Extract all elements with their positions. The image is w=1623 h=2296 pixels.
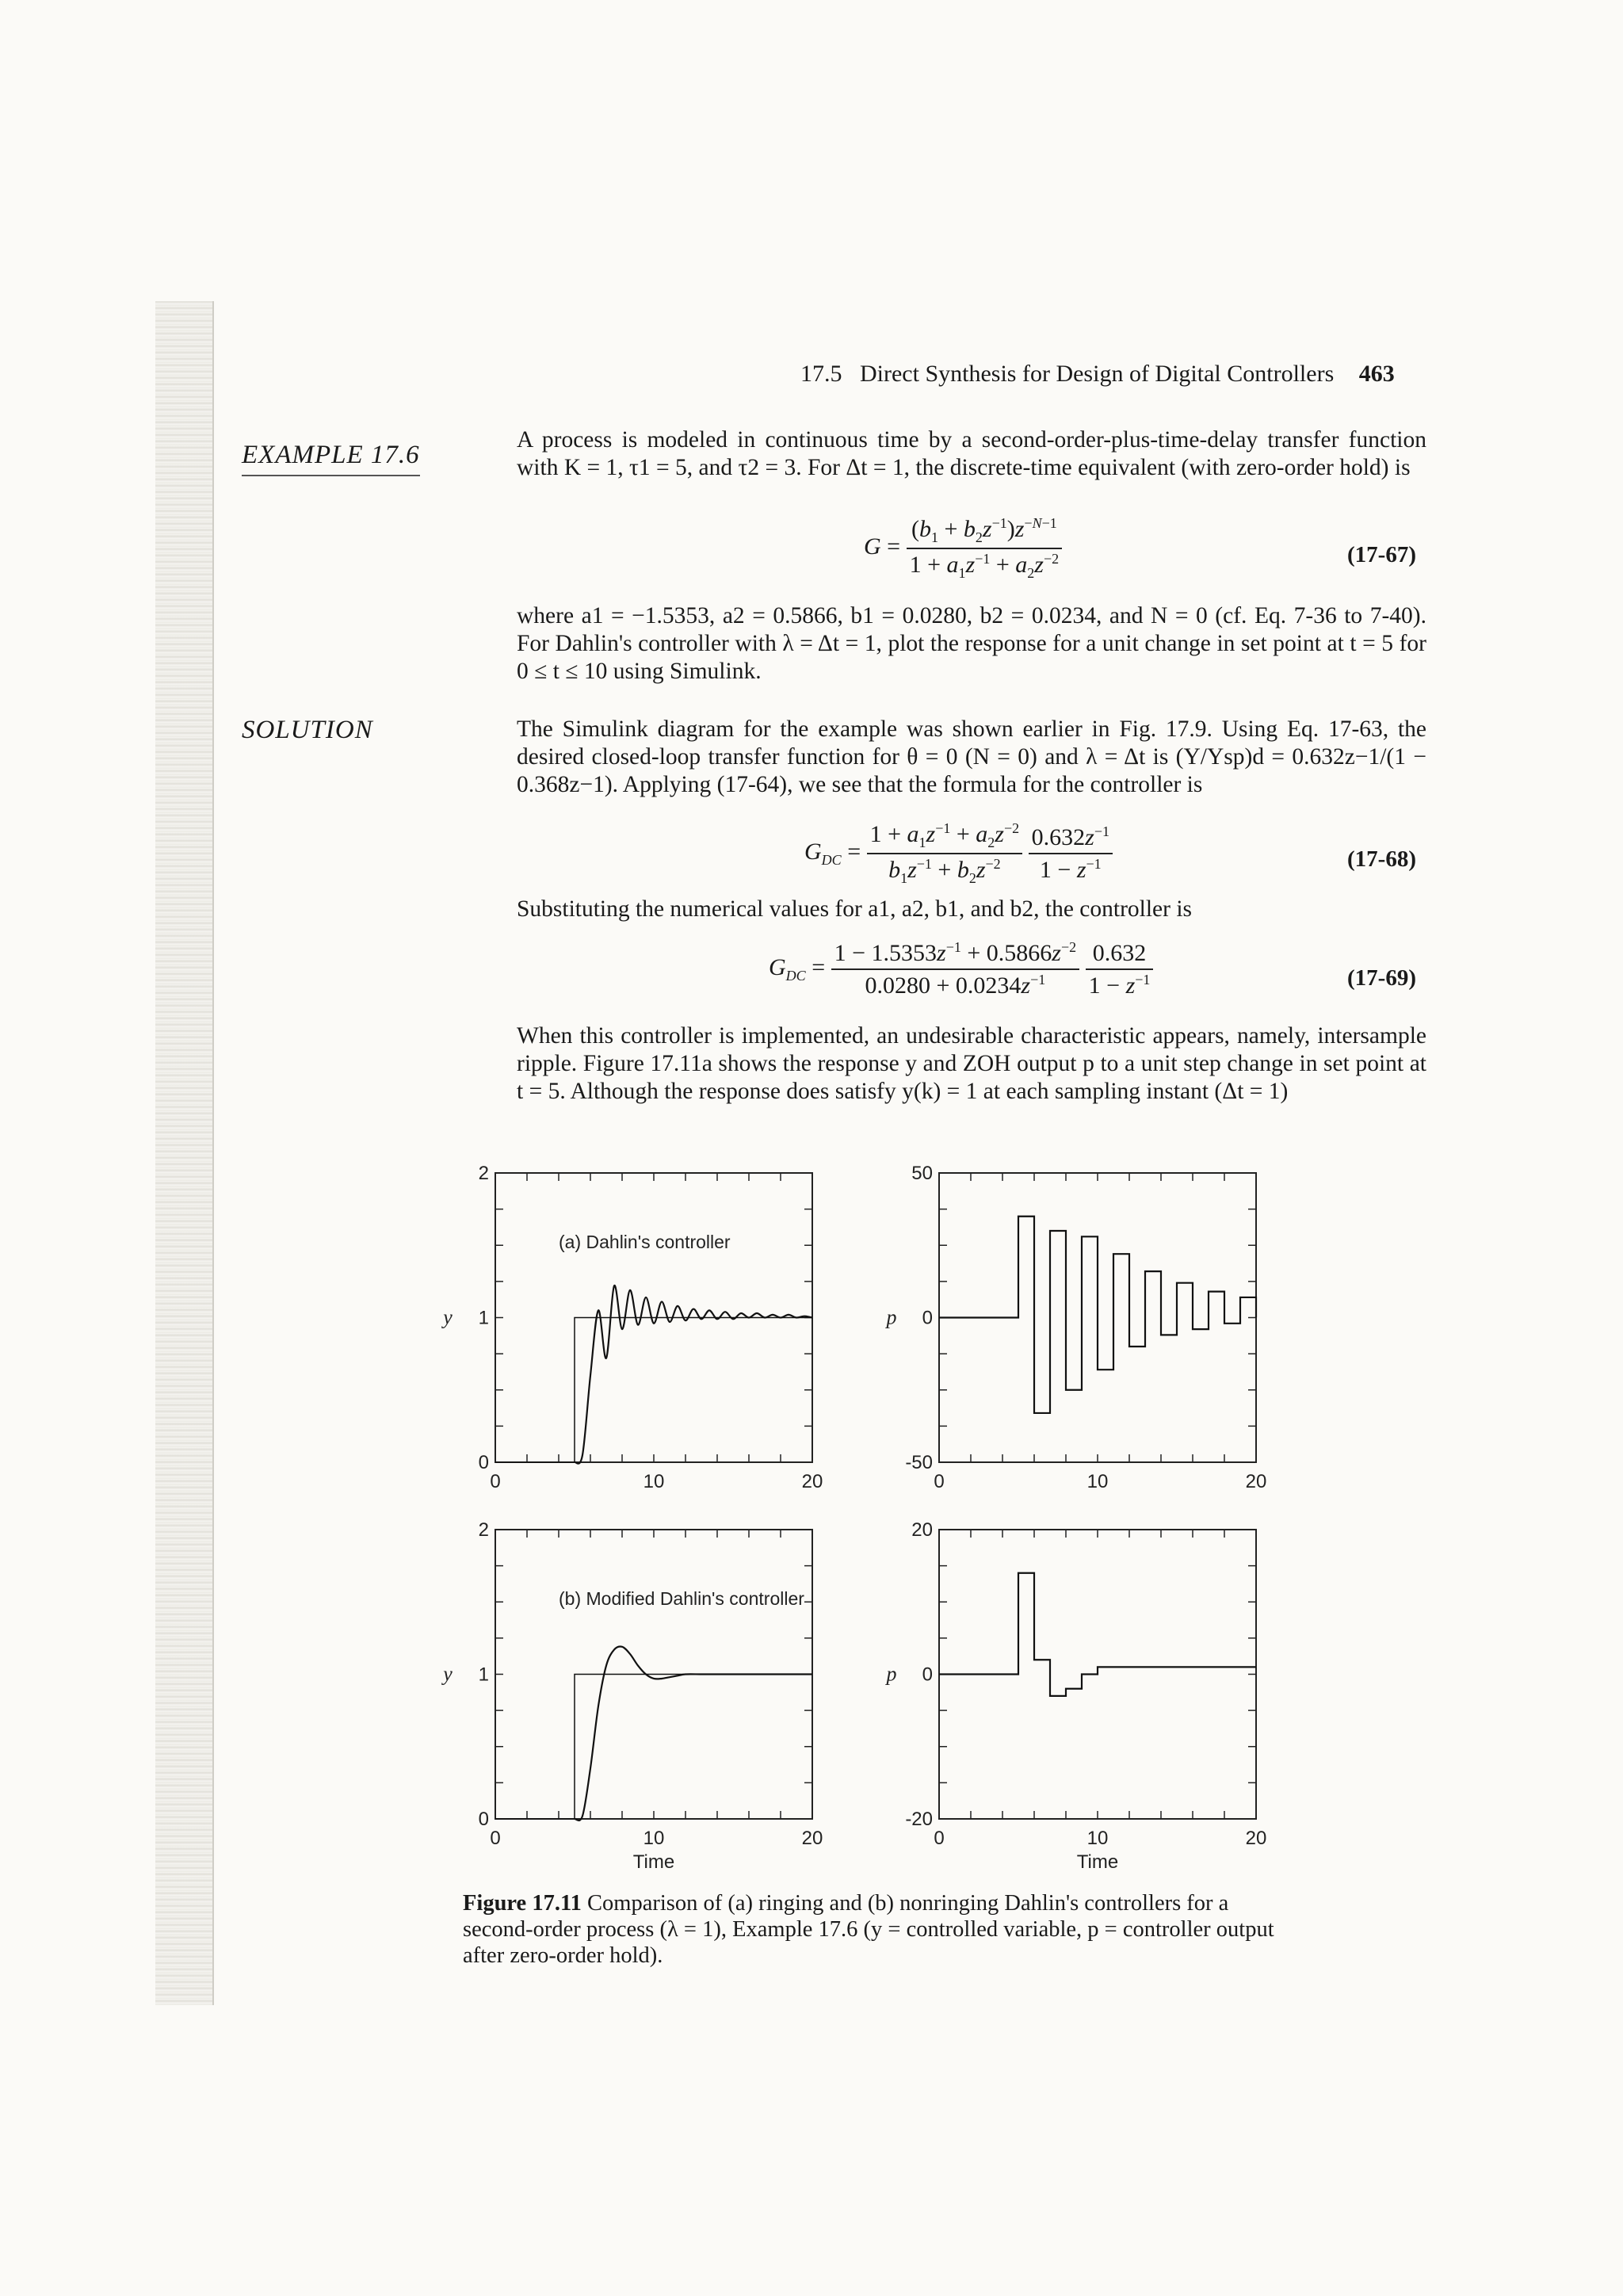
x-tick-label: 10 [643,1471,665,1492]
solution-label: SOLUTION [242,716,373,744]
y-tick-label: 20 [911,1519,933,1541]
chart-a-p-svg [880,1163,1323,1492]
solution-paragraph-2: Substituting the numerical values for a1, a2, b1, and b2, the controller is [517,896,1193,922]
chart-b-p-svg [880,1519,1323,1873]
x-tick-label: 20 [1245,1828,1267,1849]
x-tick-label: 0 [934,1828,945,1849]
x-tick-label: 0 [490,1828,501,1849]
y-tick-label: 0 [922,1664,933,1686]
page-binding-shadow [155,301,214,2005]
series-setpoint [495,1675,812,1820]
x-tick-label: 10 [1086,1828,1109,1849]
example-paragraph-2: where a1 = −1.5353, a2 = 0.5866, b1 = 0.0280, b2 = 0.0234, and N = 0 (cf. Eq. 7-36 to 7-40). For Dahlin's controller with λ = Δt = 1, plot the response for a unit change in set point at t = 5 for 0 ≤ t ≤ 10 using Simulink. [517,603,1426,684]
plot-b-y [443,1519,888,1874]
series-response [575,1646,812,1820]
x-tick-label: 20 [801,1828,823,1849]
x-tick-label: 0 [490,1471,501,1492]
y-tick-label: 2 [478,1519,489,1541]
plot-b-p [880,1519,1323,1874]
y-tick-label: 0 [922,1307,933,1329]
plot-annotation: (a) Dahlin's controller [559,1232,731,1252]
solution-paragraph-1: The Simulink diagram for the example was shown earlier in Fig. 17.9. Using Eq. 17-63, the desired closed-loop transfer function for θ = 0 (N = 0) and λ = Δt is (Y/Ysp)d = 0.632z−1/(1 − 0.368z−1). Applying (17-64), we see that the formula for the controller is [517,716,1426,797]
figure-caption-label: Figure 17.11 [463,1891,582,1916]
figure-caption-text: Comparison of (a) ringing and (b) nonringing Dahlin's controllers for a second-order process (λ = 1), Example 17.6 (y = controlled variable, p = controller output after zero-order hold). [463,1891,1274,1968]
section-title: Direct Synthesis for Design of Digital Controllers [860,361,1335,387]
x-tick-label: 10 [1086,1471,1109,1492]
x-tick-label: 10 [643,1828,665,1849]
series-response [575,1286,812,1464]
solution-paragraph-3: When this controller is implemented, an undesirable characteristic appears, namely, intersample ripple. Figure 17.11a shows the response y and ZOH output p to a unit step change in set point at t = 5. Although the response does satisfy y(k) = 1 at each sampling instant (Δt = 1) [517,1023,1426,1104]
y-tick-label: 1 [478,1307,489,1329]
y-tick-label: 0 [478,1452,489,1473]
x-axis-label: Time [632,1851,675,1873]
series-controller_output [939,1573,1256,1696]
x-tick-label: 0 [934,1471,945,1492]
y-tick-label: 50 [911,1163,933,1184]
y-tick-label: 2 [478,1163,489,1184]
equation-17-68: $G_{DC}$ = $\frac{1 + a_1z^{-1} + a_2z^{-2}}{b_1z^{-1} + b_2z^{-2}}$ $\frac{0.632z^{-1}}{1 - z^{-1}}$ [804,820,1113,887]
y-axis-label: y [443,1305,453,1329]
x-tick-label: 20 [1245,1471,1267,1492]
equation-number-17-68: (17-68) [1347,846,1416,872]
x-axis-label: Time [1076,1851,1119,1873]
chart-a-y-svg [443,1163,888,1492]
equation-number-17-69: (17-69) [1347,965,1416,991]
plot-annotation: (b) Modified Dahlin's controller [559,1588,804,1609]
equation-number-17-67: (17-67) [1347,542,1416,567]
figure-caption [463,1890,1303,1969]
running-header [800,361,1434,388]
page-number: 463 [1358,361,1395,387]
series-setpoint [495,1318,812,1463]
chart-b-y-svg [443,1519,888,1873]
section-number: 17.5 [800,361,842,387]
y-axis-label: p [886,1305,897,1329]
y-tick-label: -50 [905,1452,933,1473]
example-paragraph-1: A process is modeled in continuous time by a second-order-plus-time-delay transfer function with K = 1, τ1 = 5, and τ2 = 3. For Δt = 1, the discrete-time equivalent (with zero-order hold) is [517,427,1426,480]
y-tick-label: -20 [905,1809,933,1830]
example-label: EXAMPLE 17.6 [242,441,420,476]
equation-17-67: G = $\frac{(b_1 + b_2z^{-1})z^{-N-1}}{1 + a_1z^{-1} + a_2z^{-2}}$ [864,515,1062,582]
y-axis-label: p [886,1662,897,1686]
y-axis-label: y [443,1662,453,1686]
page-binding-edge [212,301,214,2005]
plot-a-p [880,1163,1323,1492]
y-tick-label: 0 [478,1809,489,1830]
plot-a-y [443,1163,888,1492]
series-controller_output [939,1217,1256,1413]
x-tick-label: 20 [801,1471,823,1492]
y-tick-label: 1 [478,1664,489,1686]
equation-17-69: $G_{DC}$ = $\frac{1 - 1.5353z^{-1} + 0.5866z^{-2}}{0.0280 + 0.0234z^{-1}}$ $\frac{0.632}{1 - z^{-1}}$ [769,939,1153,999]
